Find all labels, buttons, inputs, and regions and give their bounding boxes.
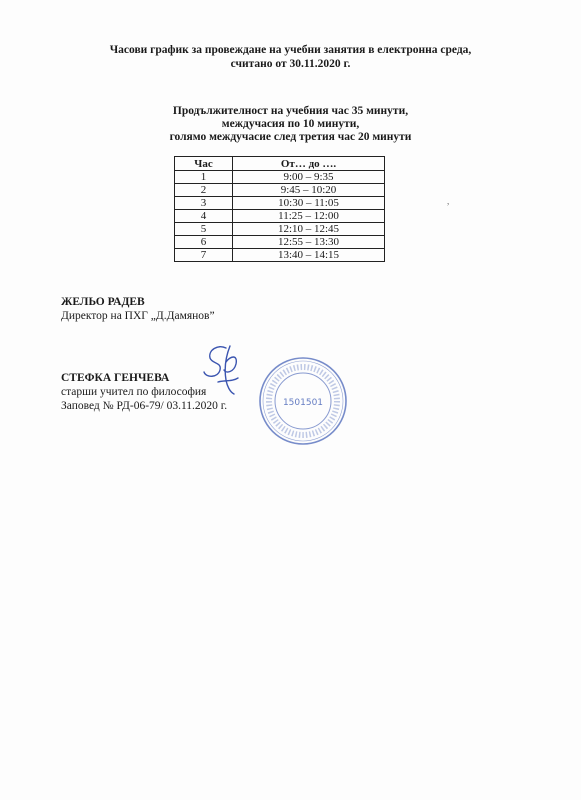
teacher-name: СТЕФКА ГЕНЧЕВА	[61, 372, 170, 384]
stamp-number: 1501501	[282, 398, 324, 408]
table-row	[175, 197, 385, 210]
title-line-1: Часови график за провеждане на учебни занятия в електронна среда,	[109, 44, 472, 56]
time-cell: 10:30 – 11:05	[233, 197, 385, 210]
subheading-line-1: Продължителност на учебния час 35 минути,	[172, 105, 409, 117]
hour-cell: 4	[175, 210, 233, 223]
document-title	[0, 43, 581, 71]
hour-cell: 7	[175, 249, 233, 262]
table-row	[175, 184, 385, 197]
hour-cell: 1	[175, 171, 233, 184]
director-name: ЖЕЛЬО РАДЕВ	[61, 296, 145, 308]
handwritten-signature	[196, 342, 244, 403]
hour-cell: 5	[175, 223, 233, 236]
subheading-line-2: междучасия по 10 минути,	[221, 118, 360, 130]
table-row	[175, 249, 385, 262]
table-header-row	[175, 157, 385, 171]
header-hour: Час	[175, 157, 233, 171]
schedule-table	[174, 156, 385, 262]
lesson-duration-info	[0, 105, 581, 144]
time-cell: 9:45 – 10:20	[233, 184, 385, 197]
time-cell: 11:25 – 12:00	[233, 210, 385, 223]
title-line-2: считано от 30.11.2020 г.	[230, 58, 351, 70]
time-cell: 12:55 – 13:30	[233, 236, 385, 249]
time-cell: 12:10 – 12:45	[233, 223, 385, 236]
director-role: Директор на ПХГ „Д.Дамянов”	[61, 310, 215, 322]
header-time-range: От… до ….	[233, 157, 385, 171]
time-cell: 13:40 – 14:15	[233, 249, 385, 262]
director-block	[61, 295, 215, 323]
table-row	[175, 236, 385, 249]
table-row	[175, 223, 385, 236]
teacher-role: старши учител по философия	[61, 386, 207, 398]
table-row	[175, 171, 385, 184]
hour-cell: 6	[175, 236, 233, 249]
scan-speck: ,	[447, 196, 450, 206]
official-stamp	[257, 355, 349, 452]
hour-cell: 2	[175, 184, 233, 197]
time-cell: 9:00 – 9:35	[233, 171, 385, 184]
teacher-order: Заповед № РД-06-79/ 03.11.2020 г.	[61, 400, 228, 412]
table-row	[175, 210, 385, 223]
subheading-line-3: голямо междучасие след третия час 20 минути	[169, 131, 412, 143]
hour-cell: 3	[175, 197, 233, 210]
